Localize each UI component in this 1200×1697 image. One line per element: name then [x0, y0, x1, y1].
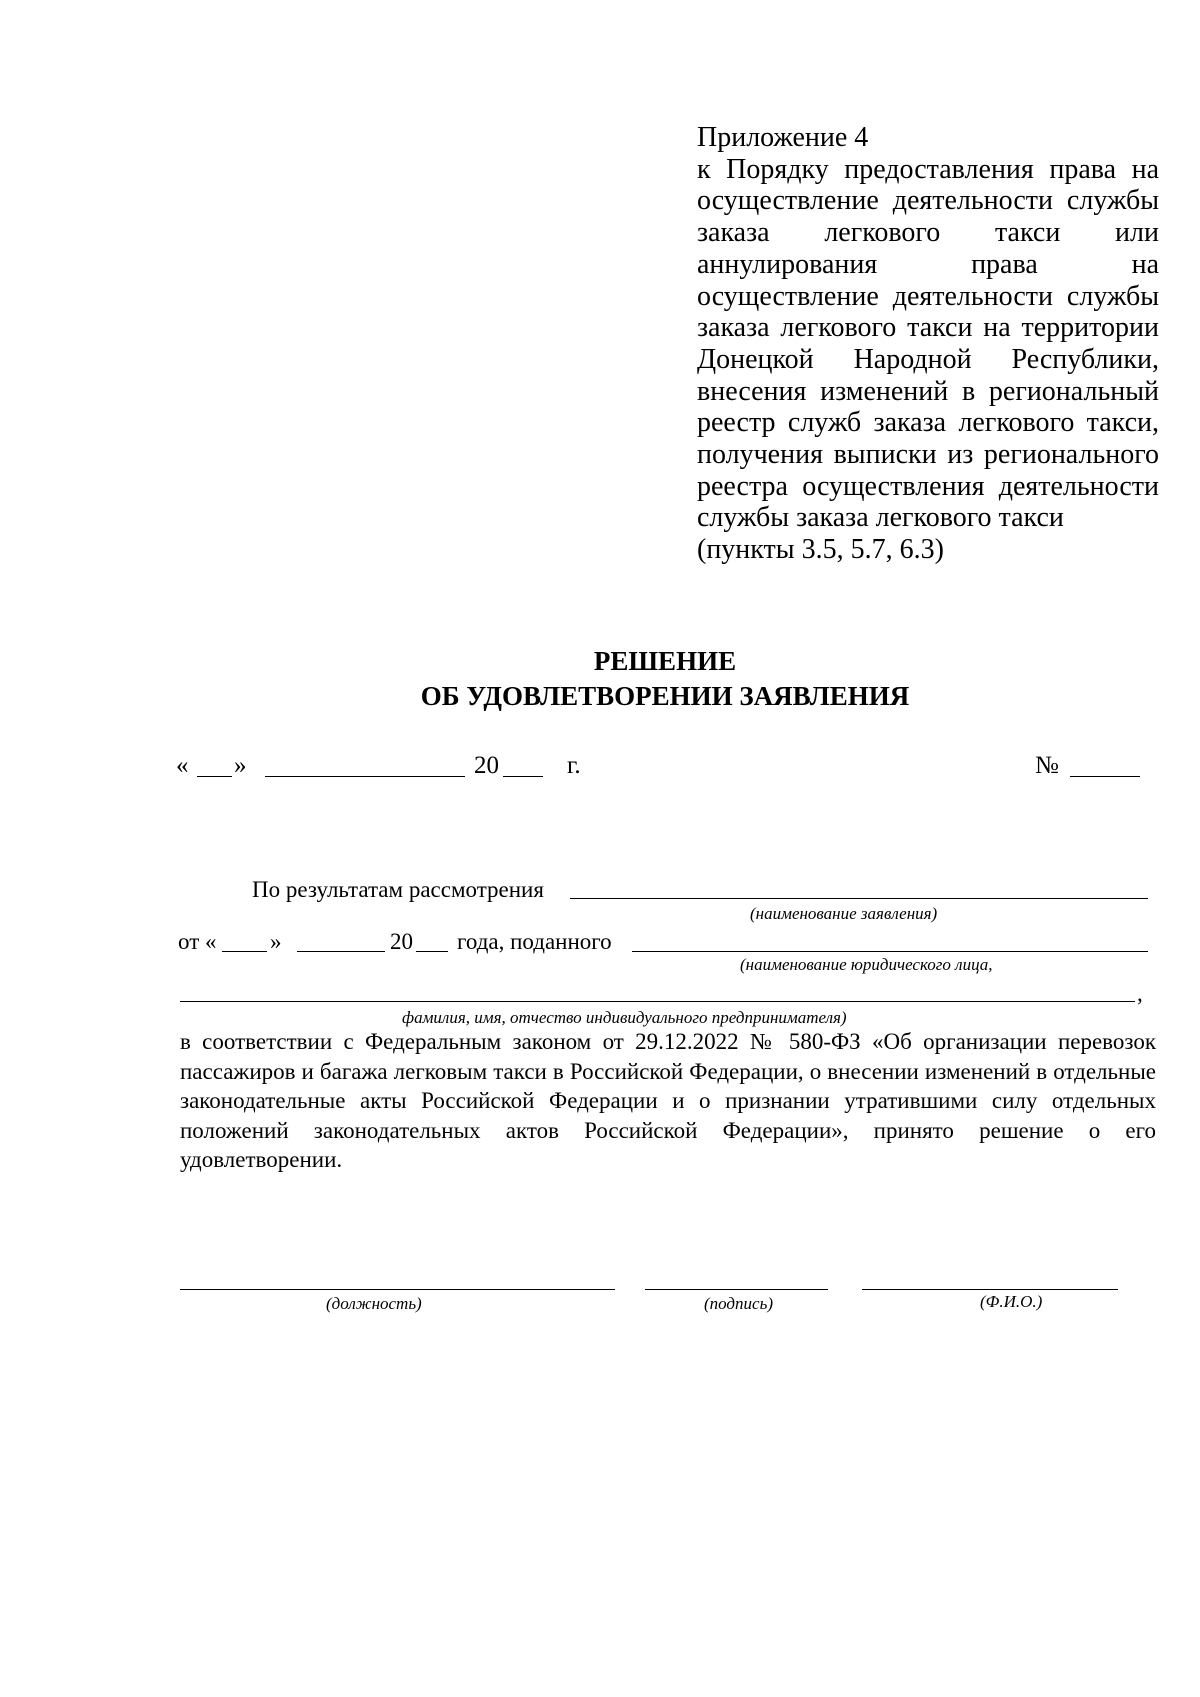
from-label: от «	[178, 929, 217, 954]
number-sign: №	[1035, 752, 1059, 779]
date-year-suffix: г.	[567, 752, 581, 779]
submitted-label: года, поданного	[457, 929, 612, 954]
signature-hint: (подпись)	[704, 1294, 773, 1313]
appendix-block	[697, 122, 1159, 566]
application-name-hint: (наименование заявления)	[750, 904, 938, 923]
appendix-points: (пункты 3.5, 5.7, 6.3)	[697, 534, 944, 566]
position-field[interactable]	[180, 1289, 615, 1290]
number-field[interactable]	[1070, 776, 1140, 777]
from-month-field[interactable]	[297, 951, 385, 952]
decision-paragraph: в соответствии с Федеральным законом от 29.12.2022 № 580-ФЗ «Об организации перевозок пассажиров и багажа легковым такси в Российской Федерации, о внесении изменений в отдельные законодательные акты Российской Федерации и о признании утратившими силу отдельных положений законодательных актов Российской Федерации», принято решение о его удовлетворении.	[180, 1029, 1156, 1172]
from-close-quote: »	[270, 929, 282, 954]
entrepreneur-comma: ,	[1137, 981, 1143, 1006]
application-name-field[interactable]	[570, 898, 1148, 899]
signature-field[interactable]	[645, 1289, 828, 1290]
from-year-field[interactable]	[416, 951, 448, 952]
date-month-field[interactable]	[265, 776, 465, 777]
review-label: По результатам рассмотрения	[252, 877, 544, 902]
from-year-prefix: 20	[390, 929, 413, 954]
document-title	[0, 644, 1200, 714]
from-day-field[interactable]	[222, 951, 267, 952]
date-day-field[interactable]	[197, 776, 232, 777]
title-line-1: РЕШЕНИЕ	[593, 646, 737, 676]
date-year-prefix: 20	[474, 752, 499, 779]
date-year-field[interactable]	[503, 776, 543, 777]
position-hint: (должность)	[326, 1294, 422, 1313]
full-name-field[interactable]	[862, 1289, 1118, 1290]
entrepreneur-name-hint: фамилия, имя, отчество индивидуального предпринимателя)	[402, 1008, 847, 1027]
entrepreneur-name-field[interactable]	[180, 1001, 1135, 1002]
date-open-quote: «	[176, 752, 189, 779]
legal-entity-field[interactable]	[632, 951, 1148, 952]
full-name-hint: (Ф.И.О.)	[980, 1292, 1043, 1311]
title-line-2: ОБ УДОВЛЕТВОРЕНИИ ЗАЯВЛЕНИЯ	[420, 681, 910, 711]
appendix-heading: Приложение 4	[697, 122, 869, 153]
legal-entity-hint: (наименование юридического лица,	[740, 955, 993, 974]
date-close-quote: »	[234, 752, 247, 779]
appendix-body: к Порядку предоставления права на осуществление деятельности службы заказа легкового такси или аннулирования права на осуществление деятельности службы заказа легкового такси на территории Донецкой Народной Республики, внесения изменений в региональный реестр служб заказа легкового такси, получения выписки из регионального реестра осуществления деятельности службы заказа легкового такси	[697, 153, 1159, 534]
